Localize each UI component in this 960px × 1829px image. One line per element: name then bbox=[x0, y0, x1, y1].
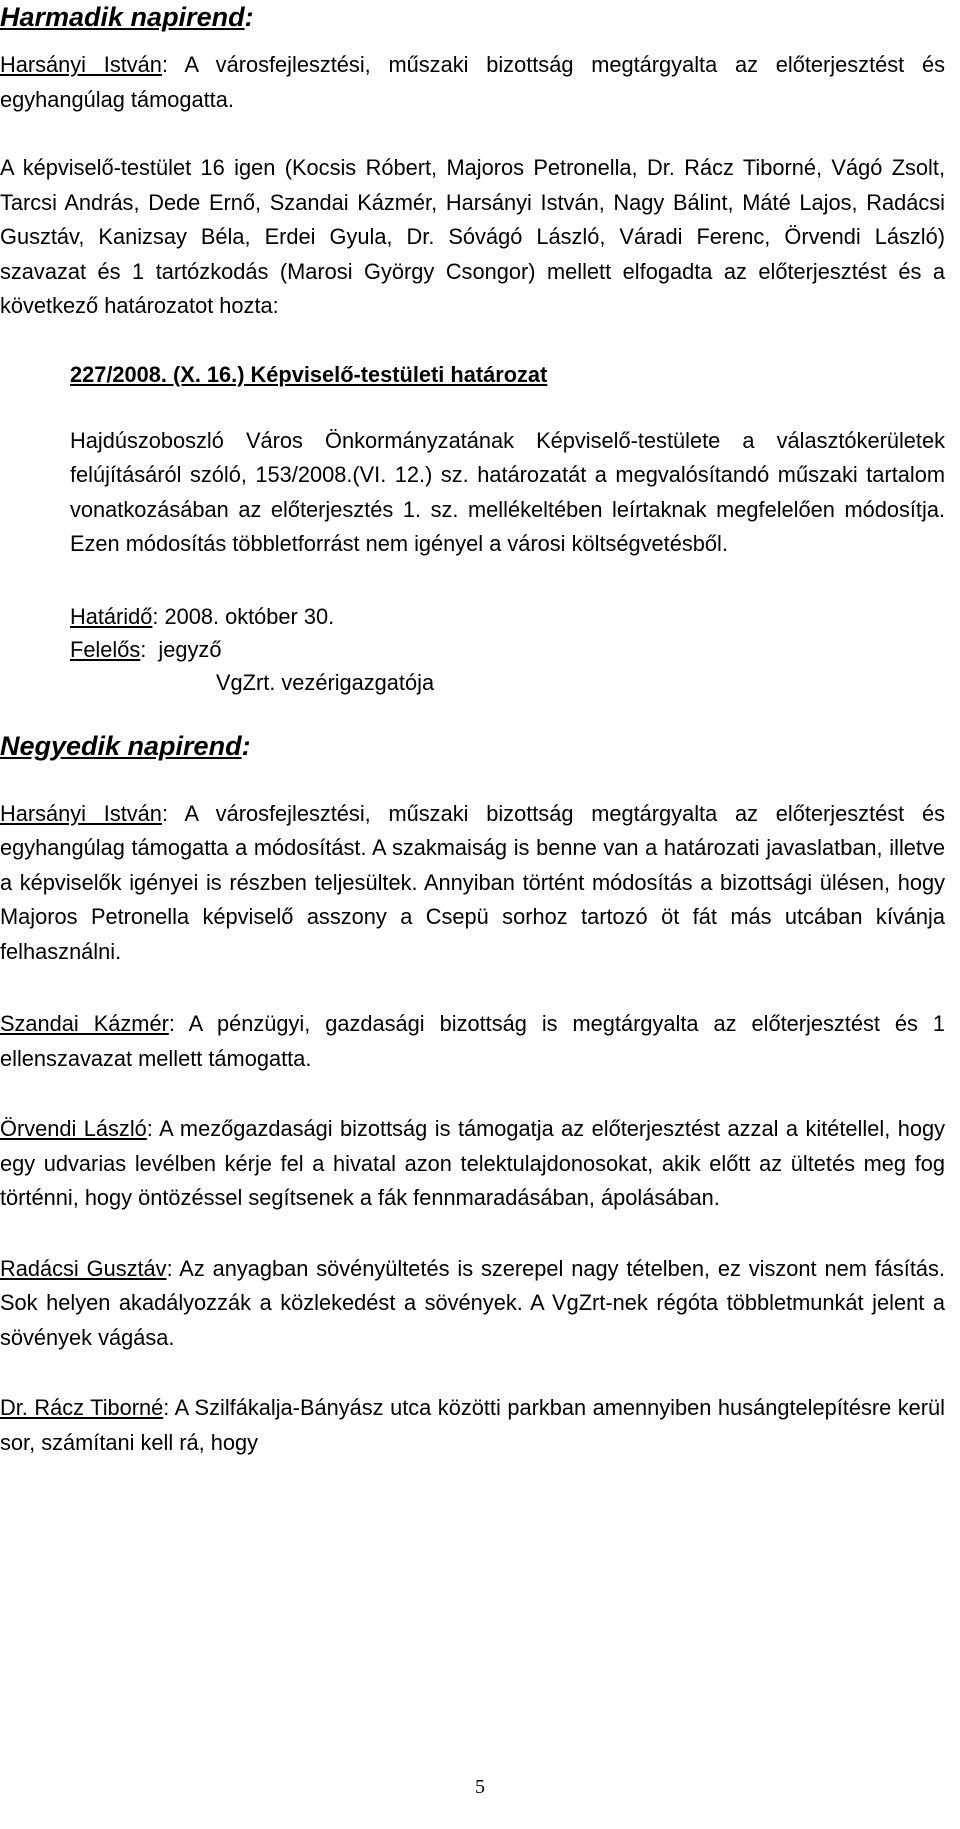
resolution-title bbox=[70, 360, 945, 390]
speaker-name: Dr. Rácz Tiborné bbox=[0, 1395, 164, 1420]
speaker-name: Örvendi László bbox=[0, 1116, 147, 1141]
responsible-value-2: VgZrt. vezérigazgatója bbox=[216, 669, 435, 695]
speaker-name: Szandai Kázmér bbox=[0, 1011, 169, 1036]
agenda4-statement-1 bbox=[0, 797, 945, 970]
resolution-body: Hajdúszoboszló Város Önkormányzatának Képviselő-testülete a választókerületek felújításáról szóló, 153/2008.(VI. 12.) sz. határozatát a megvalósítandó műszaki tartalom vonatkozásában az előterjesztés 1. sz. mellékeltében leírtaknak megfelelően módosítja. Ezen módosítás többletforrást nem igényel a városi költségvetésből. bbox=[70, 427, 945, 556]
responsible-value: : jegyző bbox=[140, 636, 222, 662]
responsible-label: Felelős bbox=[70, 636, 141, 662]
speaker-name: Radácsi Gusztáv bbox=[0, 1255, 167, 1281]
deadline-value: : 2008. október 30. bbox=[152, 603, 335, 629]
agenda4-heading-text: Negyedik napirend bbox=[0, 730, 242, 761]
deadline-row bbox=[70, 600, 945, 633]
resolution-number: 227/2008. (X. 16.) bbox=[70, 361, 245, 387]
statement-text: : A városfejlesztési, műszaki bizottság megtárgyalta az előterjesztést és egyhangúlag támogatta. bbox=[0, 52, 945, 112]
agenda3-statement bbox=[0, 48, 945, 117]
resolution-deadline-block bbox=[70, 600, 945, 699]
vote-paragraph: A képviselő-testület 16 igen (Kocsis Róbert, Majoros Petronella, Dr. Rácz Tiborné, Vágó Zsolt, Tarcsi András, Dede Ernő, Szandai Kázmér, Harsányi István, Nagy Bálint, Máté Lajos, Radácsi Gusztáv, Kanizsay Béla, Erdei Gyula, Dr. Sóvágó László, Váradi Ferenc, Örvendi László) szavazat és 1 tartózkodás (Marosi György Csongor) mellett elfogadta az előterjesztést és a következő határozatot hozta: bbox=[0, 155, 945, 318]
agenda3-heading-text: Harmadik napirend bbox=[0, 2, 245, 32]
agenda3-heading bbox=[0, 0, 945, 34]
speaker-name: Harsányi István bbox=[0, 800, 162, 826]
agenda4-heading bbox=[0, 729, 945, 763]
resolution-type: Képviselő-testületi határozat bbox=[244, 361, 548, 387]
deadline-label: Határidő bbox=[70, 603, 153, 629]
agenda4-statement-3 bbox=[0, 1112, 945, 1216]
agenda4-statement-2 bbox=[0, 1007, 945, 1076]
statement-text: : A pénzügyi, gazdasági bizottság is megtárgyalta az előterjesztést és 1 ellenszavazat mellett támogatta. bbox=[0, 1011, 946, 1071]
speaker-name: Harsányi István bbox=[0, 52, 162, 77]
statement-text: : A mezőgazdasági bizottság is támogatja az előterjesztést azzal a kitétellel, hogy egy udvarias levélben kérje fel a hivatal azon telektulajdonosokat, akik előtt az ültetés meg fog történni, hogy öntözéssel segítsenek a fák fennmaradásában, ápolásában. bbox=[0, 1116, 945, 1210]
agenda4-statement-5 bbox=[0, 1391, 945, 1460]
agenda4-heading-colon: : bbox=[241, 730, 251, 761]
agenda4-statement-4 bbox=[0, 1252, 945, 1356]
page-number: 5 bbox=[475, 1776, 485, 1798]
responsible-row bbox=[70, 633, 945, 666]
statement-text: : A Szilfákalja-Bányász utca közötti parkban amennyiben husángtelepítésre kerül sor, számítani kell rá, hogy bbox=[0, 1395, 945, 1455]
statement-text: : Az anyagban sövényültetés is szerepel nagy tételben, ez viszont nem fásítás. Sok helyen akadályozzák a közlekedést a sövények. A VgZrt-nek régóta többletmunkát jelent a sövények vágása. bbox=[0, 1255, 945, 1350]
responsible-row-2 bbox=[70, 666, 945, 699]
agenda3-heading-colon: : bbox=[244, 2, 254, 32]
statement-text: : A városfejlesztési, műszaki bizottság megtárgyalta az előterjesztést és egyhangúlag támogatta a módosítást. A szakmaiság is benne van a határozati javaslatban, illetve a képviselők igényei is részben teljesültek. Annyiban történt módosítás a bizottsági ülésen, hogy Majoros Petronella képviselő asszony a Csepü sorhoz tartozó öt fát más utcában kívánja felhasználni. bbox=[0, 800, 945, 964]
